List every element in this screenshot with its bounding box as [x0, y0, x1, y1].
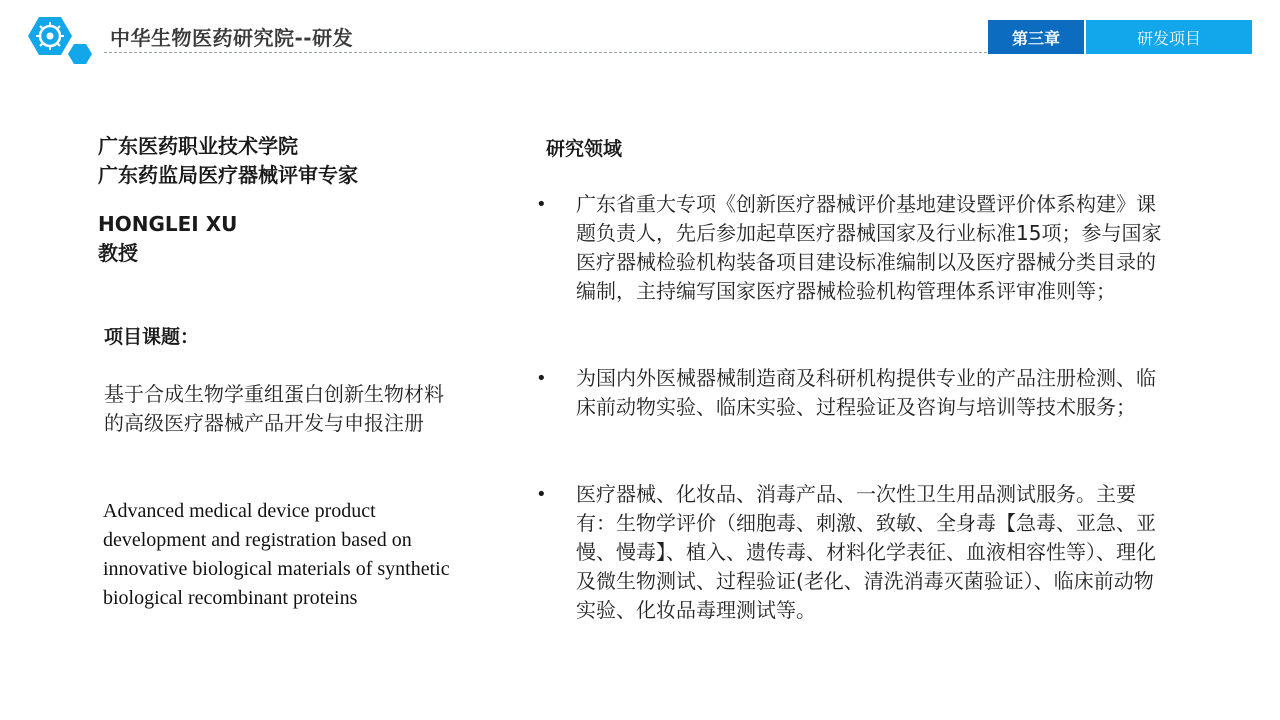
research-heading: 研究领域 [546, 138, 623, 160]
project-title-en: Advanced medical device product development and registration based on innovative biological materials of synthetic biological recombinant proteins [103, 500, 450, 609]
tab-section[interactable]: 研发项目 [1086, 20, 1252, 54]
bullet-icon: • [536, 194, 547, 215]
project-title-cn: 基于合成生物学重组蛋白创新生物材料的高级医疗器械产品开发与申报注册 [104, 382, 444, 435]
expert-role: 广东药监局医疗器械评审专家 [98, 163, 358, 187]
research-item-text: 广东省重大专项《创新医疗器械评价基地建设暨评价体系构建》课题负责人，先后参加起草医疗器械国家及行业标准15项；参与国家医疗器械检验机构装备项目建设标准编制以及医疗器械分类目录的编制，主持编写国家医疗器械检验机构管理体系评审准则等； [576, 192, 1162, 303]
research-item-text: 医疗器械、化妆品、消毒产品、一次性卫生用品测试服务。主要有：生物学评价（细胞毒、刺激、致敏、全身毒【急毒、亚急、亚慢、慢毒】、植入、遗传毒、材料化学表征、血液相容性等）、理化及微生物测试、过程验证(老化、清洗消毒灭菌验证）、临床前动物实验、化妆品毒理测试等。 [576, 482, 1156, 622]
bullet-icon: • [536, 484, 547, 505]
header-divider [104, 52, 992, 53]
institution-name: 广东医药职业技术学院 [98, 134, 298, 158]
research-item-text: 为国内外医械器械制造商及科研机构提供专业的产品注册检测、临床前动物实验、临床实验、过程验证及咨询与培训等技术服务； [576, 366, 1156, 419]
hexagon-virus-logo-icon [22, 12, 96, 68]
person-title: 教授 [98, 241, 138, 265]
page-title: 中华生物医药研究院--研发 [110, 26, 354, 50]
person-name: HONGLEI XU [98, 212, 238, 236]
person-block [98, 210, 237, 268]
tab-chapter[interactable]: 第三章 [988, 20, 1084, 54]
project-heading: 项目课题： [104, 326, 200, 348]
institution-block [98, 132, 358, 190]
bullet-icon: • [536, 368, 547, 389]
